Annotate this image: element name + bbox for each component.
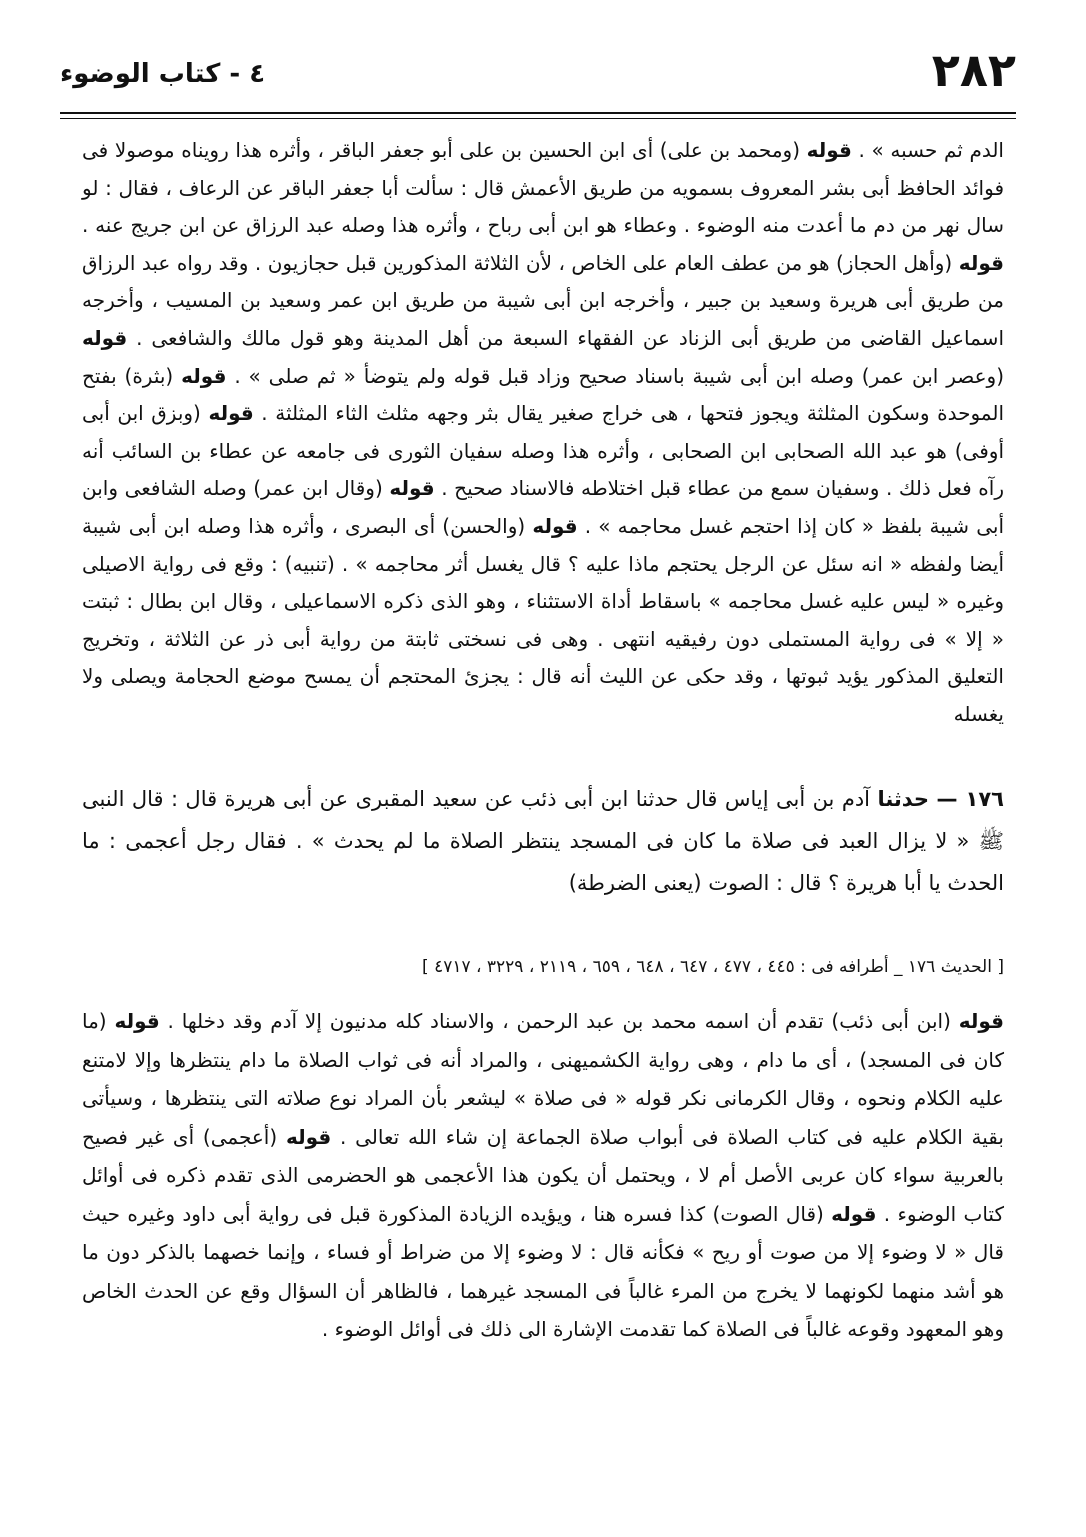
qawluhu-marker: قوله: [831, 1201, 877, 1226]
commentary-text: (وبزق ابن أبى أوفى) هو عبد الله الصحابى ابن الصحابى ، وأثره هذا وصله سفيان الثورى فى جامعه عن عطاء بن السائب أنه رآه فعل ذلك . وسفيان سمع من عطاء قبل اختلاطه فالاسناد صحيح .: [82, 401, 1004, 501]
hadith-text: [82, 778, 1004, 904]
commentary-text: (أعجمى) أى غير فصيح بالعربية سواء كان عربى الأصل أم لا ، ويحتمل أن يكون هذا الأعجمى هو الحضرمى الذى تقدم ذكره فى أوائل كتاب الوضوء .: [82, 1124, 1004, 1226]
hadith-number: ١٧٦ —: [936, 787, 1004, 811]
qawluhu-marker: قوله: [82, 325, 128, 350]
header-rule: [60, 112, 1016, 114]
qawluhu-marker: قوله: [532, 513, 578, 538]
qawluhu-marker: قوله: [389, 476, 435, 501]
hadith-body: آدم بن أبى إياس قال حدثنا ابن أبى ذئب عن سعيد المقبرى عن أبى هريرة قال : قال النبى ﷺ « لا يزال العبد فى صلاة ما كان فى المسجد ينتظر الصلاة ما لم يحدث » . فقال رجل أعجمى : ما الحدث يا أبا هريرة ؟ قال : الصوت (يعنى الضرطة): [82, 787, 1004, 895]
page-header: [60, 40, 1016, 110]
commentary-text: الدم ثم حسبه » .: [858, 138, 1004, 162]
qawluhu-marker: قوله: [208, 401, 254, 426]
qawluhu-marker: قوله: [958, 1009, 1005, 1033]
chapter-title: ٤ - كتاب الوضوء: [60, 59, 266, 89]
commentary-text: (وقال ابن عمر) وصله الشافعى وابن أبى شيبة بلفظ « كان إذا احتجم غسل محاجمه » .: [82, 476, 1005, 538]
commentary-text: (ابن أبى ذئب) تقدم أن اسمه محمد بن عبد الرحمن ، والاسناد كله مدنيون إلا آدم وقد دخلها .: [167, 1009, 951, 1033]
qawluhu-marker: قوله: [181, 363, 227, 388]
page-number: ٢٨٢: [931, 43, 1016, 97]
commentary-text: (ما كان فى المسجد) ، أى ما دام ، وهى رواية الكشميهنى ، والمراد أنه فى ثواب الصلاة ما دام ينتظرها وإلا لامتنع عليه الكلام ونحوه ، وقال الكرمانى نكر قوله « فى صلاة » ليشعر بأن المراد نوع صلاته التى ينتظرها ، وسيأتى بقية الكلام عليه فى كتاب الصلاة فى أبواب صلاة الجماعة إن شاء الله تعالى .: [82, 1009, 1004, 1149]
hadith-cross-reference: [ الحديث ١٧٦ _ أطرافه فى : ٤٤٥ ، ٤٧٧ ، ٦٤٧ ، ٦٤٨ ، ٦٥٩ ، ٢١١٩ ، ٣٢٢٩ ، ٤٧١٧ ]: [422, 957, 1004, 977]
commentary-text: (والحسن) أى البصرى ، وأثره هذا وصله ابن أبى شيبة أيضا ولفظه « انه سئل عن الرجل يحتجم ماذا عليه ؟ قال يغسل أثر محاجمه » . (تنبيه) : وقع فى رواية الاصيلى وغيره « ليس عليه غسل محاجمه » باسقاط أداة الاستثناء ، وهو الذى ذكره الاسماعيلى ، وقال ابن بطال : ثبتت « إلا » فى رواية المستملى دون رفيقيه انتهى . وهى فى نسختى ثابتة من رواية أبى ذر عن الثلاثة ، وتخريج التعليق المذكور يؤيد ثبوتها ، وقد حكى عن الليث أنه قال : يجزئ المحتجم أن يمسح موضع الحجامة ويصلى ولا يغسله: [82, 513, 1004, 726]
commentary-text: (قال الصوت) كذا فسره هنا ، ويؤيده الزيادة المذكورة قبل فى رواية أبى داود وغيره حيث قال « لا وضوء إلا من صوت أو ريح » فكأنه قال : لا وضوء إلا من ضراط أو فساء ، وإنما خصهما بالذكر دون ما هو أشد منهما لكونهما لا يخرج من المرء غالباً فى المسجد غيرهما ، فالظاهر أن السؤال وقع عن الحدث الخاص وهو المعهود وقوعه غالباً فى الصلاة كما تقدمت الإشارة الى ذلك فى أوائل الوضوء .: [82, 1201, 1004, 1341]
commentary-text: (وعصر ابن عمر) وصله ابن أبى شيبة باسناد صحيح وزاد قبل قوله ولم يتوضأ « ثم صلى » .: [234, 363, 1005, 388]
commentary-text: (وأهل الحجاز) هو من عطف العام على الخاص ، لأن الثلاثة المذكورين قبل حجازيون . وقد رواه عبد الرزاق من طريق أبى هريرة وسعيد بن جبير ، وأخرجه ابن أبى شيبة من طريق ابن عمر وسعيد بن المسيب ، وأخرجه اسماعيل القاضى من طريق أبى الزناد عن الفقهاء السبعة من أهل المدينة وهو قول مالك والشافعى .: [82, 250, 1004, 350]
haddatha-marker: حدثنا: [877, 787, 930, 811]
qawluhu-marker: قوله: [285, 1124, 332, 1149]
commentary-section-1: [82, 132, 1004, 734]
commentary-text: (ومحمد بن على) أى ابن الحسين بن على أبو جعفر الباقر ، وأثره هذا رويناه موصولا فى فوائد الحافظ أبى بشر المعروف بسمويه من طريق الأعمش قال : سألت أبا جعفر الباقر عن الرعاف ، فقال : لو سال نهر من دم ما أعدت منه الوضوء . وعطاء هو ابن أبى رباح ، وأثره هذا وصله عبد الرزاق عن ابن جريج عنه .: [82, 138, 1004, 238]
commentary-section-2: [82, 1002, 1004, 1349]
header-rule-thin: [60, 118, 1016, 119]
qawluhu-marker: قوله: [958, 250, 1004, 275]
commentary-text: (بثرة) بفتح الموحدة وسكون المثلثة ويجوز فتحها ، هى خراج صغير يقال بثر وجهه مثلث الثاء المثلثة .: [82, 363, 1005, 426]
qawluhu-marker: قوله: [114, 1009, 160, 1033]
qawluhu-marker: قوله: [806, 138, 852, 162]
